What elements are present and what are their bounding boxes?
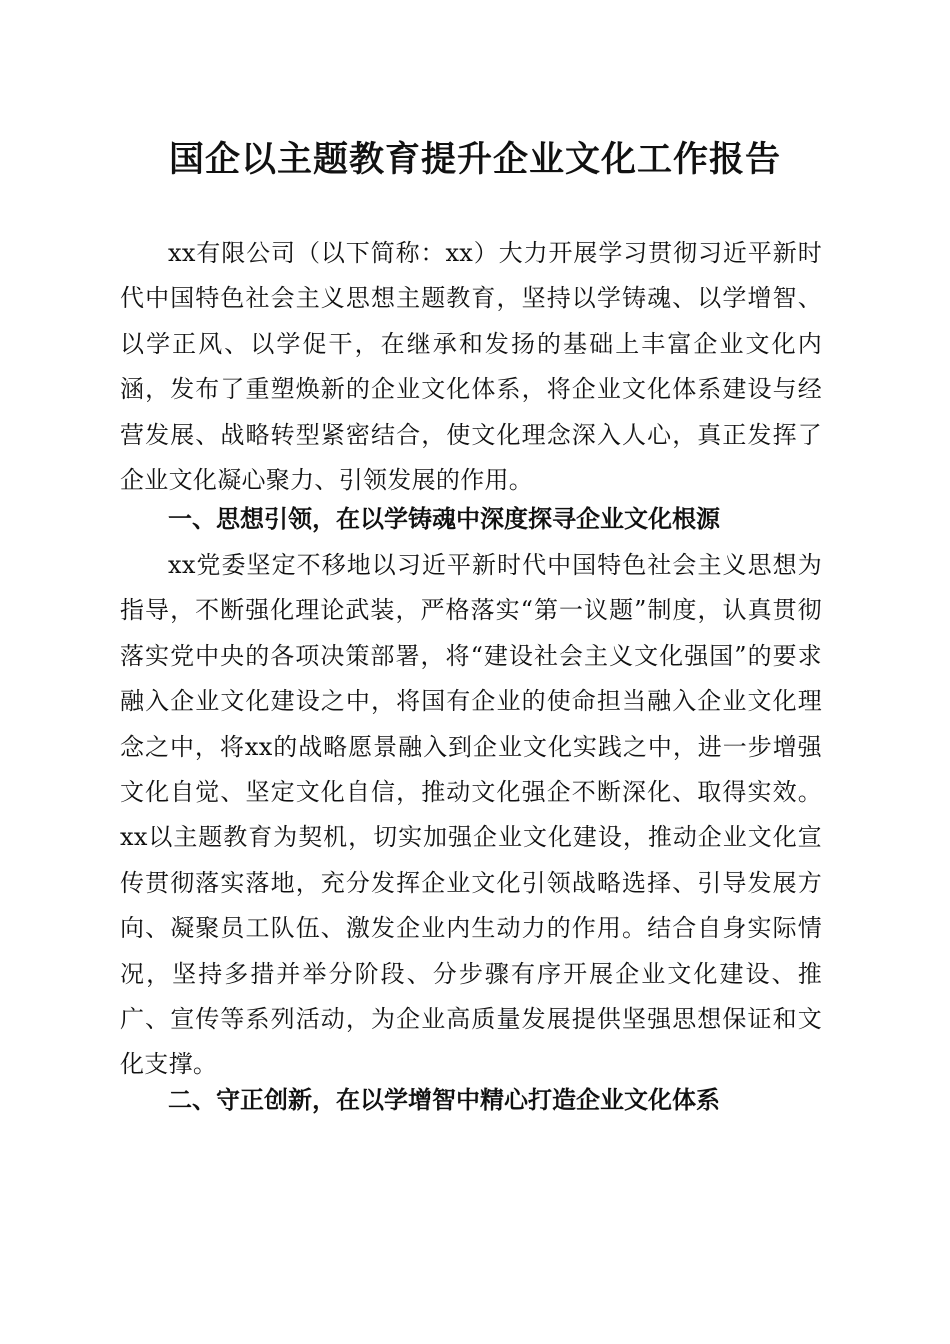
section-1-heading: 一、思想引领，在以学铸魂中深度探寻企业文化根源 <box>168 505 720 533</box>
intro-paragraph: xx有限公司（以下简称：xx）大力开展学习贯彻习近平新时代中国特色社会主义思想主题教育，坚持以学铸魂、以学增智、以学正风、以学促干，在继承和发扬的基础上丰富企业文化内涵，发布了重塑焕新的企业文化体系，将企业文化体系建设与经营发展、战略转型紧密结合，使文化理念深入人心，真正发挥了企业文化凝心聚力、引领发展的作用。 <box>120 239 822 495</box>
document-title: 国企以主题教育提升企业文化工作报告 <box>168 139 781 180</box>
section-1-body: xx党委坚定不移地以习近平新时代中国特色社会主义思想为指导，不断强化理论武装，严格落实“第一议题”制度，认真贯彻落实党中央的各项决策部署，将“建设社会主义文化强国”的要求融入企业文化建设之中，将国有企业的使命担当融入企业文化理念之中，将xx的战略愿景融入到企业文化实践之中，进一步增强文化自觉、坚定文化自信，推动文化强企不断深化、取得实效。xx以主题教育为契机，切实加强企业文化建设，推动企业文化宣传贯彻落实落地，充分发挥企业文化引领战略选择、引导发展方向、凝聚员工队伍、激发企业内生动力的作用。结合自身实际情况，坚持多措并举分阶段、分步骤有序开展企业文化建设、推广、宣传等系列活动，为企业高质量发展提供坚强思想保证和文化支撑。 <box>120 551 822 1079</box>
section-2-heading: 二、守正创新，在以学增智中精心打造企业文化体系 <box>168 1086 720 1114</box>
